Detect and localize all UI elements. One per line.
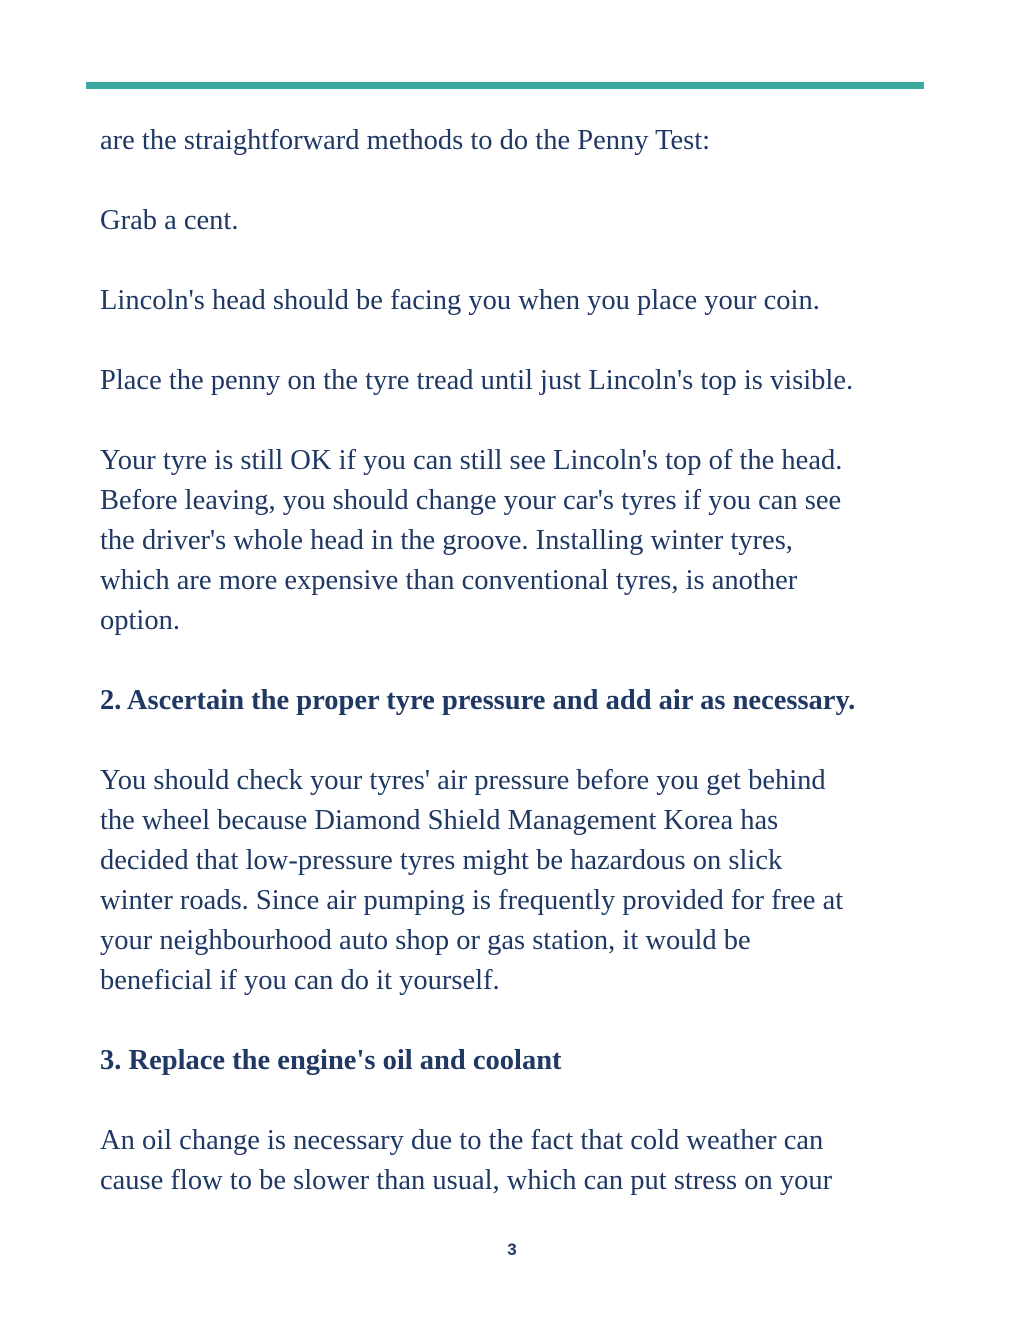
text-line: option. [100, 605, 180, 636]
text-line: the driver's whole head in the groove. Installing winter tyres, [100, 525, 793, 556]
text-line: Your tyre is still OK if you can still see Lincoln's top of the head. [100, 445, 843, 476]
tyre-check-paragraph [100, 441, 950, 641]
text-line: Lincoln's head should be facing you when you place your coin. [100, 285, 820, 316]
step-face-coin [100, 281, 950, 321]
section-heading-oil-coolant [100, 1041, 950, 1081]
text-line: beneficial if you can do it yourself. [100, 965, 500, 996]
text-line: Grab a cent. [100, 205, 239, 236]
top-rule [86, 82, 924, 89]
step-place-penny [100, 361, 950, 401]
oil-change-paragraph [100, 1121, 950, 1201]
text-line: are the straightforward methods to do the Penny Test: [100, 125, 711, 156]
text-line: An oil change is necessary due to the fact that cold weather can [100, 1125, 824, 1156]
text-line: your neighbourhood auto shop or gas station, it would be [100, 925, 751, 956]
heading-text: 3. Replace the engine's oil and coolant [100, 1045, 562, 1076]
section-heading-tyre-pressure [100, 681, 950, 721]
text-line: Before leaving, you should change your car's tyres if you can see [100, 485, 842, 516]
text-line: the wheel because Diamond Shield Management Korea has [100, 805, 779, 836]
text-line: cause flow to be slower than usual, which can put stress on your [100, 1165, 833, 1196]
heading-text: 2. Ascertain the proper tyre pressure and add air as necessary. [100, 685, 856, 716]
tyre-pressure-paragraph [100, 761, 950, 1001]
text-line: winter roads. Since air pumping is frequently provided for free at [100, 885, 844, 916]
page-number: 3 [507, 1240, 517, 1259]
step-grab-cent [100, 201, 950, 241]
intro-line [100, 121, 950, 161]
text-line: which are more expensive than conventional tyres, is another [100, 565, 798, 596]
text-line: You should check your tyres' air pressure before you get behind [100, 765, 826, 796]
text-line: decided that low-pressure tyres might be hazardous on slick [100, 845, 783, 876]
text-line: Place the penny on the tyre tread until just Lincoln's top is visible. [100, 365, 854, 396]
